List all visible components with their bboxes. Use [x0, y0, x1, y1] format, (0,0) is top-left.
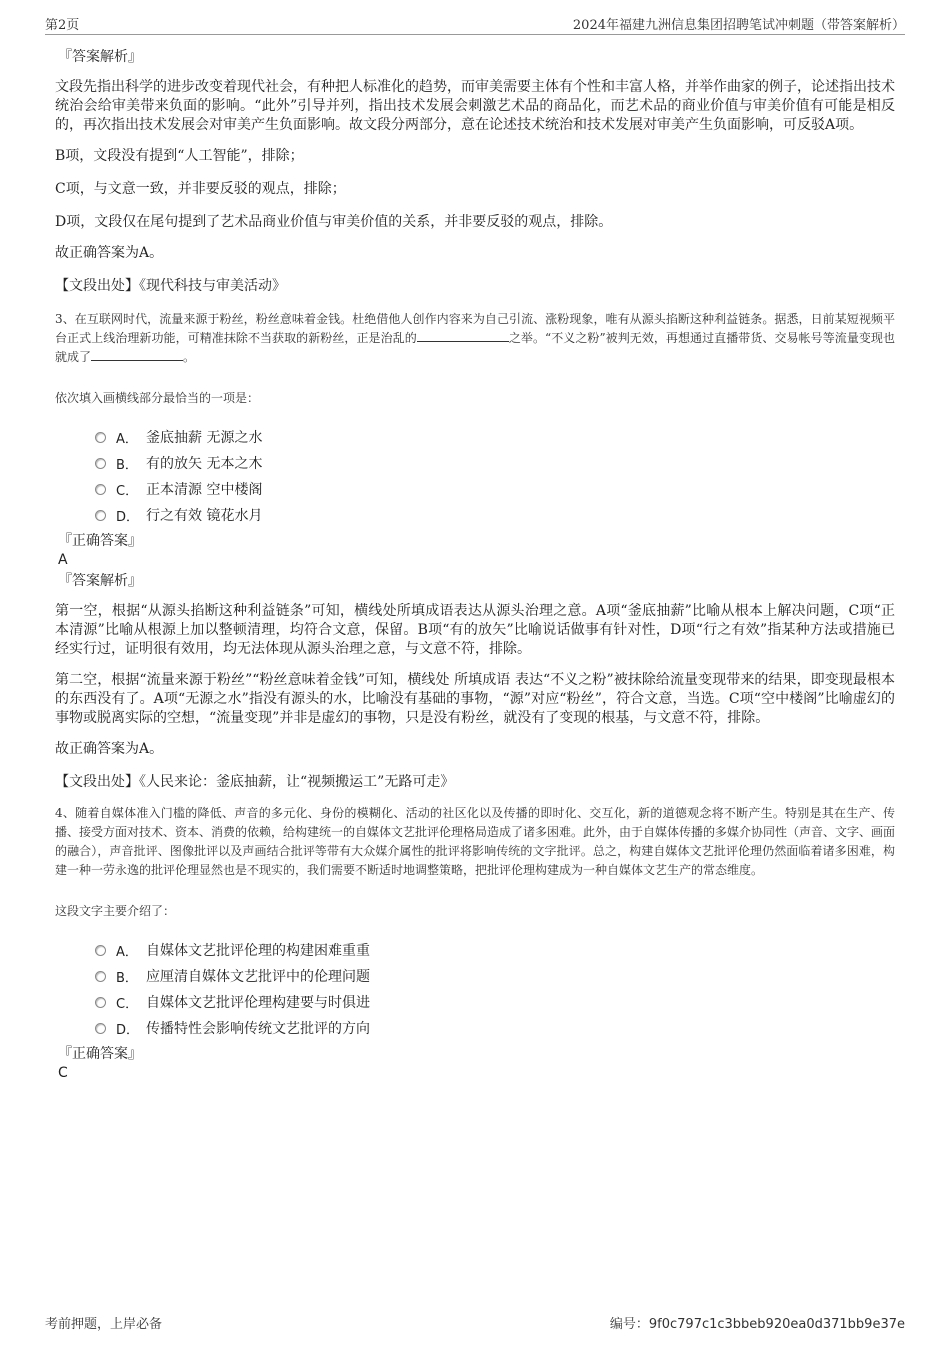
- radio-button-icon[interactable]: [95, 971, 106, 982]
- question-prompt: 这段文字主要介绍了：: [55, 904, 176, 918]
- page-content: [55, 48, 895, 1081]
- analysis-option-c: C项，与文意一致，并非要反驳的观点，排除；: [55, 181, 346, 197]
- question-4: [55, 804, 895, 1081]
- document-code: [610, 1313, 905, 1332]
- analysis-label: 『答案解析』: [58, 573, 142, 589]
- answer-label: 『正确答案』: [58, 1046, 142, 1062]
- analysis-label: 『答案解析』: [58, 49, 142, 65]
- option-text: 有的放矢 无本之木: [146, 456, 263, 472]
- option-letter: C．: [116, 483, 139, 499]
- option-d[interactable]: [95, 1015, 895, 1041]
- footer-slogan: 考前押题，上岸必备: [45, 1317, 163, 1332]
- radio-button-icon[interactable]: [95, 997, 106, 1008]
- page-number: 第2页: [45, 18, 80, 33]
- option-letter: C．: [116, 996, 139, 1012]
- question-prompt: 依次填入画横线部分最恰当的一项是：: [55, 391, 260, 405]
- document-title: 2024年福建九洲信息集团招聘笔试冲刺题（带答案解析）: [572, 18, 905, 33]
- radio-button-icon[interactable]: [95, 458, 106, 469]
- document-code-label: 编号：: [609, 1317, 649, 1332]
- option-d[interactable]: [95, 502, 895, 528]
- option-letter: A．: [116, 431, 138, 447]
- option-b[interactable]: [95, 963, 895, 989]
- option-b[interactable]: [95, 450, 895, 476]
- question-text-part: 3、在互联网时代，流量来源于粉丝，粉丝意味着金钱。杜绝借他人创作内容来为自己引流、涨粉现象，唯有从源头掐断这种利益链条。据悉，日前某短视频平台正式上线治理新功能，可精准抹除不当获取的新粉丝，正是治乱的: [55, 312, 895, 345]
- option-letter: D．: [116, 509, 140, 525]
- analysis-paragraph: 文段先指出科学的进步改变着现代社会，有种把人标准化的趋势，而审美需要主体有个性和丰富人格，并举作曲家的例子，论述指出技术统治会给审美带来负面的影响。“此外”引导并列，指出技术发展会刺激艺术品的商品化，而艺术品的商业价值与审美价值有可能是相反的，再次指出技术发展会对审美产生负面影响。故文段分两部分，意在论述技术统治和技术发展对审美产生负面影响，可反驳A项。: [55, 79, 895, 133]
- option-a[interactable]: [95, 424, 895, 450]
- radio-button-icon[interactable]: [95, 432, 106, 443]
- option-text: 应厘清自媒体文艺批评中的伦理问题: [146, 969, 370, 985]
- option-letter: A．: [116, 944, 138, 960]
- option-c[interactable]: [95, 989, 895, 1015]
- option-letter: B．: [116, 970, 138, 986]
- question-3: [55, 310, 895, 792]
- option-text: 釜底抽薪 无源之水: [146, 430, 263, 446]
- option-text: 自媒体文艺批评伦理构建要与时俱进: [146, 995, 370, 1011]
- option-list: [95, 424, 895, 528]
- question-text: 4、随着自媒体准入门槛的降低、声音的多元化、身份的模糊化、活动的社区化以及传播的即时化、交互化，新的道德观念将不断产生。特别是其在生产、传播、接受方面对技术、资本、消费的依赖，给构建统一的自媒体文艺批评伦理格局造成了诸多困难。此外，由于自媒体传播的多媒介协同性（声音、文字、画面的融合），声音批评、图像批评以及声画结合批评等带有大众媒介属性的批评将影响传统的文字批评。总之，构建自媒体文艺批评伦理仍然面临着诸多困难，构建一种一劳永逸的批评伦理显然也是不现实的，我们需要不断适时地调整策略，把批评伦理构建成为一种自媒体文艺生产的常态维度。: [55, 806, 896, 877]
- option-text: 自媒体文艺批评伦理的构建困难重重: [146, 943, 370, 959]
- page-header: [45, 14, 905, 35]
- analysis-option-d: D项，文段仅在尾句提到了艺术品商业价值与审美价值的关系，并非要反驳的观点，排除。: [55, 214, 613, 230]
- analysis-paragraph: 第一空，根据“从源头掐断这种利益链条”可知，横线处所填成语表达从源头治理之意。A项“釜底抽薪”比喻从根本上解决问题，C项“正本清源”比喻从根源上加以整顿清理，均符合文意，保留。B项“有的放矢”比喻说话做事有针对性，D项“行之有效”指某种方法或措施已经实行过，证明很有效用，均无法体现从源头治理之意，与文意不符，排除。: [55, 603, 895, 657]
- question-text: [55, 310, 895, 367]
- document-code-value: 9f0c797c1c3bbeb920ea0d371bb9e37e: [648, 1317, 905, 1332]
- answer-label: 『正确答案』: [58, 533, 142, 549]
- question-text-part: 。: [183, 350, 196, 364]
- correct-answer: A: [58, 552, 68, 568]
- passage-source: 【文段出处】《人民来论：釜底抽薪，让“视频搬运工”无路可走》: [55, 774, 455, 790]
- fill-blank-1: [417, 329, 509, 342]
- option-text: 正本清源 空中楼阁: [146, 482, 263, 498]
- analysis-paragraph: 第二空，根据“流量来源于粉丝”“粉丝意味着金钱”可知，横线处 所填成语 表达“不义之粉”被抹除给流量变现带来的结果，即变现最根本的东西没有了。A项“无源之水”指没有源头的水，比喻没有基础的事物，“源”对应“粉丝”，符合文意，当选。C项“空中楼阁”比喻虚幻的事物或脱离实际的空想，“流量变现”并非是虚幻的事物，只是没有粉丝，就没有了变现的根基，与文意不符，排除。: [55, 672, 895, 726]
- q2-analysis-section: [55, 48, 895, 296]
- radio-button-icon[interactable]: [95, 1023, 106, 1034]
- radio-button-icon[interactable]: [95, 510, 106, 521]
- correct-answer: C: [58, 1065, 68, 1081]
- option-text: 传播特性会影响传统文艺批评的方向: [146, 1021, 370, 1037]
- option-text: 行之有效 镜花水月: [146, 508, 263, 524]
- option-letter: B．: [116, 457, 138, 473]
- option-letter: D．: [116, 1022, 140, 1038]
- question-text-part: 之举。“不义之粉”被判无效，再想通过直播带货、交易帐号等流量变现也就成了: [55, 331, 895, 364]
- option-list: [95, 937, 895, 1041]
- analysis-conclusion: 故正确答案为A。: [55, 245, 164, 261]
- analysis-option-b: B项，文段没有提到“人工智能”，排除；: [55, 148, 304, 164]
- option-c[interactable]: [95, 476, 895, 502]
- radio-button-icon[interactable]: [95, 484, 106, 495]
- radio-button-icon[interactable]: [95, 945, 106, 956]
- analysis-conclusion: 故正确答案为A。: [55, 741, 164, 757]
- fill-blank-2: [91, 348, 183, 361]
- passage-source: 【文段出处】《现代科技与审美活动》: [55, 278, 286, 294]
- option-a[interactable]: [95, 937, 895, 963]
